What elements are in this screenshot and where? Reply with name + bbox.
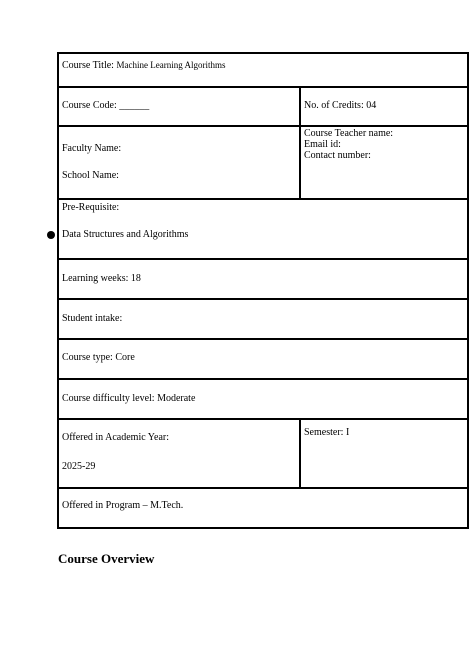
faculty-name-label: Faculty Name:: [62, 143, 122, 154]
course-code-field: [62, 100, 149, 111]
prerequisite-label: Pre-Requisite:: [62, 202, 120, 213]
program-label: Offered in Program –: [62, 500, 148, 511]
prerequisite-item: Data Structures and Algorithms: [62, 229, 189, 240]
learning-weeks-field: [62, 273, 141, 284]
program-field: [62, 500, 183, 511]
teacher-name-label: Course Teacher name:: [304, 128, 394, 139]
credits-value: 04: [366, 100, 377, 111]
academic-year-value: 2025-29: [62, 461, 96, 472]
course-info-table: [57, 52, 469, 529]
course-type-field: [62, 352, 135, 363]
program-value: M.Tech.: [150, 500, 184, 511]
column-divider: [299, 86, 301, 199]
row-divider: [57, 258, 469, 260]
student-intake-label: Student intake:: [62, 313, 123, 324]
row-divider: [57, 298, 469, 300]
row-divider: [57, 487, 469, 489]
academic-year-label: Offered in Academic Year:: [62, 432, 170, 443]
course-code-label: Course Code:: [62, 100, 117, 111]
row-divider: [57, 338, 469, 340]
course-overview-heading: Course Overview: [58, 551, 155, 566]
credits-label: No. of Credits:: [304, 100, 364, 111]
course-code-value: ______: [119, 100, 150, 111]
row-divider: [57, 378, 469, 380]
semester-field: [304, 427, 349, 438]
row-divider: [57, 125, 469, 127]
course-title-value: Machine Learning Algorithms: [116, 60, 226, 70]
difficulty-value: Moderate: [157, 393, 196, 404]
difficulty-label: Course difficulty level:: [62, 393, 155, 404]
difficulty-field: [62, 393, 195, 404]
learning-weeks-value: 18: [130, 273, 141, 284]
teacher-email-label: Email id:: [304, 139, 341, 150]
school-name-label: School Name:: [62, 170, 119, 181]
course-title-label: Course Title:: [62, 60, 114, 71]
row-divider: [57, 198, 469, 200]
semester-value: I: [345, 427, 350, 438]
teacher-contact-label: Contact number:: [304, 150, 371, 161]
bullet-icon: [47, 231, 55, 239]
learning-weeks-label: Learning weeks:: [62, 273, 129, 284]
column-divider: [299, 418, 301, 488]
semester-label: Semester:: [304, 427, 344, 438]
row-divider: [57, 418, 469, 420]
credits-field: [304, 100, 376, 111]
course-title-field: [62, 60, 225, 71]
course-type-label: Course type:: [62, 352, 113, 363]
course-type-value: Core: [115, 352, 135, 363]
row-divider: [57, 86, 469, 88]
